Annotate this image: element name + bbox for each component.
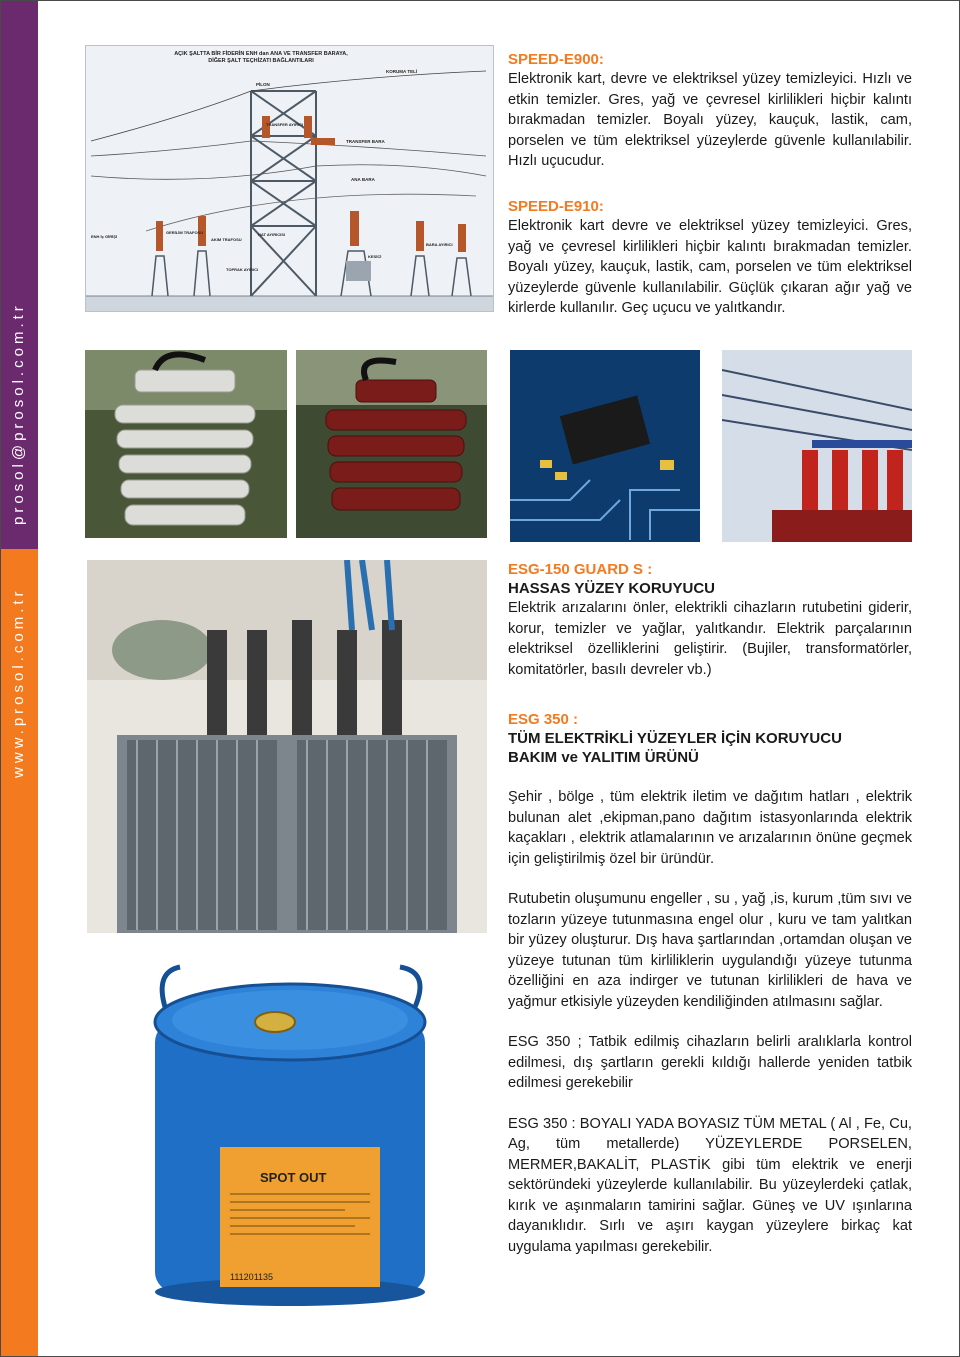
diagram-title-1: AÇIK ŞALTTA BİR FİDERİN ENH dan ANA VE TRANSFER BARAYA, — [174, 51, 348, 57]
can-brand: SPOT OUT — [260, 1170, 327, 1185]
section-esg350 — [508, 710, 912, 1257]
section-esg150 — [508, 560, 912, 680]
photo-transformer-bushings — [722, 350, 912, 542]
label-pilon: PİLON — [256, 82, 270, 87]
label-toprak: TOPRAK AYIRICI — [226, 267, 259, 272]
esg350-p1: Şehir , bölge , tüm elektrik iletim ve dağıtım hatları , elektrik bulunan alet ,ekipman,pano dağıtım istasyonlarında elektrik kaçakları , elektrik atlamalarının ve arızalarının önüne geçmek için geliştirilmiş özel bir üründür. — [508, 789, 912, 867]
esg150-subtitle: HASSAS YÜZEY KORUYUCU — [508, 580, 715, 597]
section-speed-e910 — [508, 197, 912, 319]
label-transfer-bara: TRANSFER BARA — [346, 139, 385, 144]
label-enh: ENH İç GİRİŞİ — [91, 234, 118, 239]
label-transfer-ayirici: TRANSFER AYIRICI — [266, 122, 304, 127]
label-bara-ayirici: BARA AYIRICI — [426, 242, 453, 247]
esg150-title: ESG-150 GUARD S : — [508, 561, 653, 578]
speed-e900-title: SPEED-E900: — [508, 51, 604, 68]
sidebar-website[interactable]: www.prosol.com.tr — [10, 587, 27, 778]
esg350-subtitle-1: TÜM ELEKTRİKLİ YÜZEYLER İÇİN KORUYUCU — [508, 730, 842, 747]
photo-transformer — [87, 560, 487, 933]
can-code: 111201135 — [230, 1272, 274, 1282]
label-akim: AKIM TRAFOSU — [211, 237, 242, 242]
esg350-title: ESG 350 : — [508, 711, 579, 728]
diagram-title-2: DİĞER ŞALT TEÇHİZATI BAĞLANTILARI — [208, 58, 314, 64]
esg150-body: Elektrik arızalarını önler, elektrikli cihazların rutubetini giderir, korur, temizler ve yağlar, yalıtkandır. Elektrik parçalarının elektriksel özelliklerini geliştirir. (Bujiler, transformatörler, komitatörler, basılı devreler vb.) — [508, 600, 912, 678]
photo-circuit-board — [510, 350, 700, 542]
sidebar-email[interactable]: prosol@prosol.com.tr — [10, 302, 27, 525]
label-ana-bara: ANA BARA — [351, 177, 375, 182]
label-hat: HAT AYIRICISI — [258, 232, 285, 237]
substation-diagram — [85, 45, 494, 312]
section-speed-e900 — [508, 50, 912, 172]
esg350-p2: Rutubetin oluşumunu engeller , su , yağ ,is, kurum ,tüm sıvı ve tozların yüzeye tutunmasına engel olur , kuru ve tam yalıtkan bir yüzey oluşturur. Dış hava şartlarından ,ortamdan oluşan ve yüzeye tutunan tüm kirliliklerin uygulandığı yüzeye tutunma özelliğini en aza indirger ve tutunan kirlilikleri de hava ve yağmur etkisiyle yüzeyden kendiliğinden atılmasını sağlar. — [508, 891, 912, 1010]
esg350-p3: ESG 350 ; Tatbik edilmiş cihazların belirli aralıklarla kontrol edilmesi, dış şartların gerekli kıldığı hallerde yeniden tatbik edilmesi gerekebilir — [508, 1034, 912, 1091]
speed-e910-title: SPEED-E910: — [508, 198, 604, 215]
label-koruma: KORUMA TELİ — [386, 69, 418, 74]
photo-insulator-grey — [85, 350, 287, 538]
esg350-p4: ESG 350 : BOYALI YADA BOYASIZ TÜM METAL ( Al , Fe, Cu, Ag, tüm metallerde) YÜZEYLERDE PORSELEN, MERMER,BAKALİT, PLASTİK gibi tüm elektrik ve enerji sektöründeki yüzeylerde kullanılabilir. Bu yüzeylerdeki çatlak, kırık ve aşınmaların tamirini sağlar. Güneş ve UV ışınlarına dayanıklıdır. Sırlı ve aşırı kaygan yüzeylere birkaç kat uygulama yapılması gerekebilir. — [508, 1115, 912, 1255]
photo-esg350-can — [145, 962, 435, 1307]
speed-e900-body: Elektronik kart, devre ve elektriksel yüzey temizleyici. Hızlı ve etkin temizler. Gres, yağ ve çevresel kirlilikleri hiçbir kalıntı bırakmadan temizler. Boyalı yüzey, kauçuk, lastik, cam, porselen ve tüm elektriksel yüzeylerde güvenle kullanılabilir. Hızlı uçucudur. — [508, 71, 912, 169]
speed-e910-body: Elektronik kart devre ve elektriksel yüzey temizleyici. Gres, yağ ve çevresel kirlilikleri hiçbir kalıntı bırakmadan temizler. Boyalı yüzey, kauçuk, lastik, cam, porselen ve tüm elektriksel yüzeylerde güvenle kullanılabilir. Güçlük çıkaran ağır yağ ve kirlerde kullanılır. Geç uçucu ve yalıtkandır. — [508, 218, 912, 316]
esg350-subtitle-2: BAKIM ve YALITIM ÜRÜNÜ — [508, 749, 699, 766]
label-kesici: KESİCİ — [368, 254, 382, 259]
label-gerilim: GERİLİM TRAFOSU — [166, 230, 204, 235]
photo-insulator-red — [296, 350, 487, 538]
